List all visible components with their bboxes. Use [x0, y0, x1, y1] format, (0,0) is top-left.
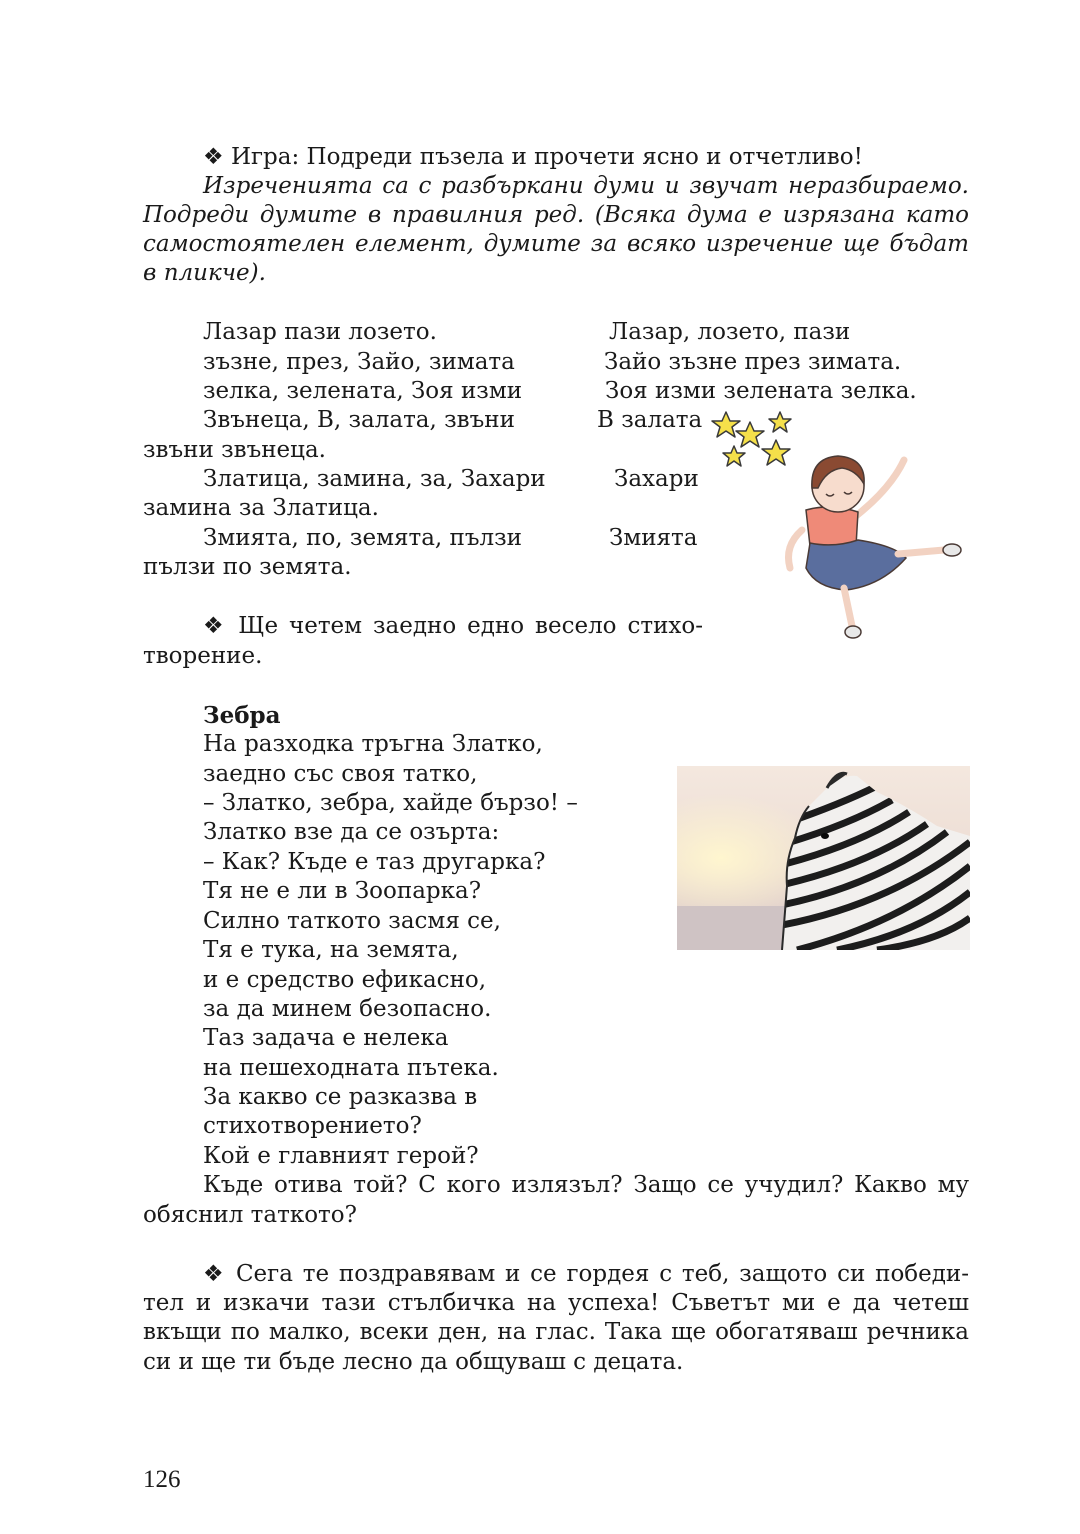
puzzle-scrambled-5: Златица, замина, за, Захари [203, 466, 546, 492]
page-number: 126 [143, 1466, 181, 1493]
poem-line: Златко взе да се озърта: [203, 819, 500, 845]
poem-line: Тя не е ли в Зоопарка? [203, 878, 482, 904]
puzzle-scrambled-3: зелка, зелената, Зоя изми [203, 378, 523, 404]
game-title: Игра: Подреди пъзела и прочети ясно и отчетливо! [230, 144, 863, 170]
poem-line: Силно таткото засмя се, [203, 908, 501, 934]
instruction-line-2: Подреди думите в правилния ред. (Всяка дума е изрязана като [143, 202, 969, 228]
poem-line: – Как? Къде е таз другарка? [203, 849, 546, 875]
puzzle-continuation-4: звъни звънеца. [143, 437, 326, 463]
poem-line: Таз задача е нелека [203, 1025, 449, 1051]
poem-line: На разходка тръгна Златко, [203, 731, 543, 757]
closing-line-2: тел и изкачи тази стълбичка на успеха! Съветът ми е да четеш [143, 1290, 969, 1316]
stars-icon [712, 412, 791, 466]
question-2: Кой е главният герой? [203, 1143, 479, 1169]
closing-line-4: си и ще ти бъде лесно да общуваш с децата. [143, 1349, 684, 1375]
zebra-photo [677, 766, 970, 950]
bullet-icon: ❖ [203, 144, 224, 170]
puzzle-answer-3: Зоя изми зелената зелка. [605, 378, 917, 404]
instruction-line-4: в пликче). [143, 260, 266, 286]
game-heading [203, 143, 863, 172]
poem-intro-line-1: ❖ Ще четем заедно едно весело стихо- [203, 613, 703, 639]
bullet-icon: ❖ [203, 1261, 227, 1287]
question-3-line-1: Къде отива той? С кого излязъл? Защо се учудил? Какво му [203, 1172, 969, 1198]
question-1-line-2: стихотворението? [203, 1113, 422, 1139]
question-3-line-2: обяснил таткото? [143, 1202, 357, 1228]
puzzle-answer-2: Зайо зъзне през зимата. [604, 349, 902, 375]
closing-line-1: ❖ Сега те поздравявам и се гордея с теб, защото си победи- [203, 1261, 970, 1287]
poem-line: – Златко, зебра, хайде бързо! – [203, 790, 578, 816]
puzzle-continuation-6: пълзи по земята. [143, 554, 352, 580]
girl-figure [789, 456, 962, 638]
instruction-line-1: Изреченията са с разбъркани думи и звучат неразбираемо. [203, 173, 969, 199]
puzzle-answer-5: Захари [614, 466, 699, 492]
dancing-girl-illustration [706, 408, 976, 658]
puzzle-scrambled-2: зъзне, през, Зайо, зимата [203, 349, 515, 375]
puzzle-scrambled-4: Звънеца, В, залата, звъни [203, 407, 515, 433]
puzzle-answer-4: В залата [597, 407, 703, 433]
puzzle-continuation-5: замина за Златица. [143, 495, 379, 521]
puzzle-scrambled-1: Лазар пази лозето. [203, 319, 437, 345]
poem-line: за да минем безопасно. [203, 996, 492, 1022]
question-1-line-1: За какво се разказва в [203, 1084, 478, 1110]
poem-intro-line-2: творение. [143, 643, 263, 669]
poem-title: Зебра [203, 702, 281, 729]
instruction-line-3: самостоятелен елемент, думите за всяко изречение ще бъдат [143, 231, 969, 257]
puzzle-scrambled-6: Змията, по, земята, пълзи [203, 525, 522, 551]
poem-line: Тя е тука, на земята, [203, 937, 459, 963]
poem-line: заедно със своя татко, [203, 761, 478, 787]
puzzle-answer-1: Лазар, лозето, пази [609, 319, 851, 345]
poem-line: и е средство ефикасно, [203, 967, 487, 993]
poem-line: на пешеходната пътека. [203, 1055, 499, 1081]
closing-line-3: вкъщи по малко, всеки ден, на глас. Така ще обогатяваш речника [143, 1319, 969, 1345]
bullet-icon: ❖ [203, 613, 228, 639]
puzzle-answer-6: Змията [609, 525, 698, 551]
